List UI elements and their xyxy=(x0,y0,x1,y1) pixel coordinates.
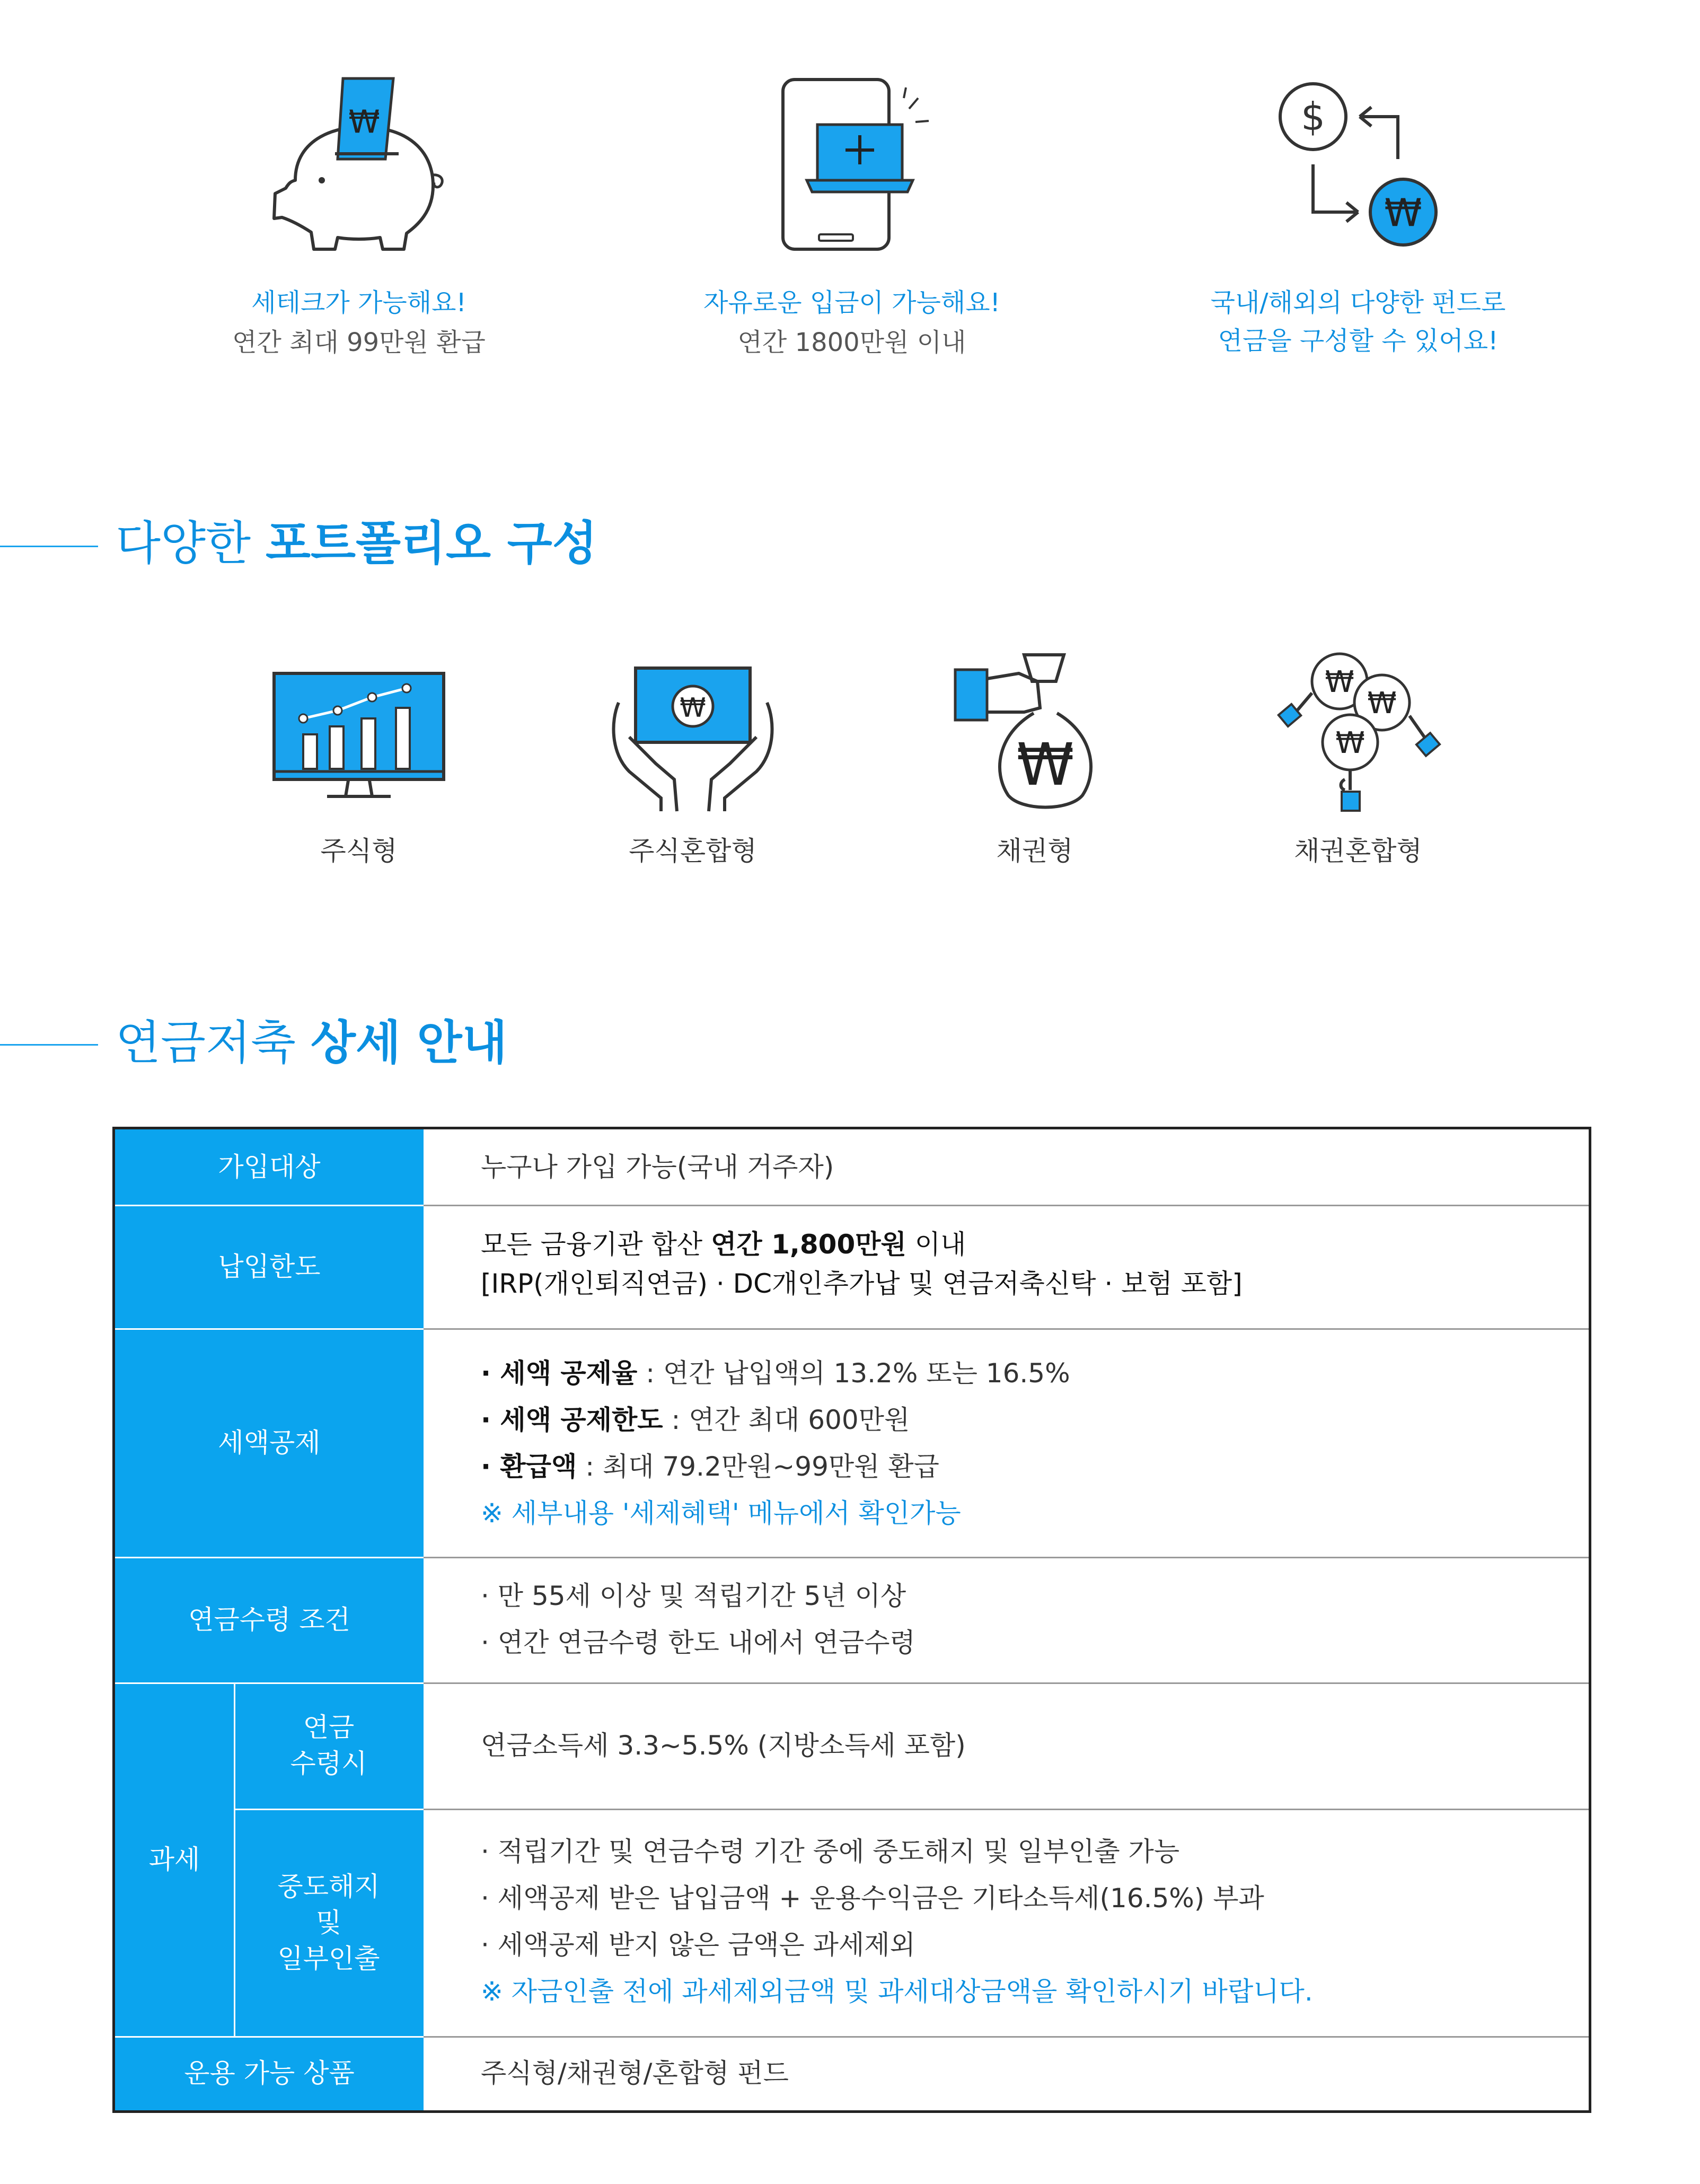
portfolio-item-bond-mixed xyxy=(1199,650,1517,915)
header-taxation: 과세 xyxy=(148,1844,200,1875)
list-item: · 세액공제 받지 않은 금액은 과세제외 xyxy=(481,1929,915,1960)
currency-exchange-icon xyxy=(1271,80,1446,255)
list-item: · 환급액 : 최대 79.2만원~99만원 환급 xyxy=(481,1451,939,1482)
pension-details-table xyxy=(112,1127,1591,2113)
tablet-laptop-icon xyxy=(767,74,937,255)
row-divider xyxy=(424,1205,1589,1206)
list-item: · 세액 공제율 : 연간 납입액의 13.2% 또는 16.5% xyxy=(481,1358,1070,1389)
portfolio-item-stock xyxy=(200,657,518,923)
won-symbol: ₩ xyxy=(680,692,706,723)
header-withdrawal: 중도해지 및 일부인출 xyxy=(277,1871,380,1974)
header-receipt-condition: 연금수령 조건 xyxy=(188,1604,350,1635)
row-divider xyxy=(424,1682,1589,1684)
won-symbol: ₩ xyxy=(1325,665,1354,699)
benefit-title: 세테크가 가능해요! xyxy=(251,288,466,318)
portfolio-label: 채권형 xyxy=(996,836,1073,866)
row-divider xyxy=(424,1557,1589,1558)
list-item: · 만 55세 이상 및 적립기간 5년 이상 xyxy=(481,1581,906,1611)
header-tax-credit: 세액공제 xyxy=(218,1427,321,1458)
value-products: 주식형/채권형/혼합형 펀드 xyxy=(481,2058,789,2089)
portfolio-item-bond xyxy=(876,650,1194,915)
list-item: · 세액 공제한도 : 연간 최대 600만원 xyxy=(481,1405,910,1435)
list-item: · 세액공제 받은 납입금액 + 운용수익금은 기타소득세(16.5%) 부과 xyxy=(481,1883,1264,1914)
list-item: · 적립기간 및 연금수령 기간 중에 중도해지 및 일부인출 가능 xyxy=(481,1836,1180,1867)
list-item: · 연간 연금수령 한도 내에서 연금수령 xyxy=(481,1627,915,1658)
benefit-title: 자유로운 입금이 가능해요! xyxy=(703,288,1000,318)
section-divider xyxy=(0,1044,98,1046)
won-symbol: ₩ xyxy=(1335,726,1365,760)
won-symbol: ₩ xyxy=(1384,190,1422,235)
benefit-subtitle: 연간 1800만원 이내 xyxy=(737,328,966,357)
section-divider xyxy=(0,546,98,547)
coins-hands-icon xyxy=(1271,650,1446,819)
header-on-receipt: 연금 수령시 xyxy=(290,1712,367,1779)
value-tax-credit xyxy=(481,1350,1070,1537)
money-bag-hand-icon xyxy=(950,650,1120,819)
portfolio-label: 주식혼합형 xyxy=(629,836,757,866)
benefit-subtitle: 연간 최대 99만원 환급 xyxy=(232,328,486,357)
header-deposit-limit: 납입한도 xyxy=(218,1251,321,1282)
value-receipt-condition xyxy=(481,1573,915,1666)
benefit-title: 국내/해외의 다양한 펀드로 연금을 구성할 수 있어요! xyxy=(1210,288,1506,356)
tax-credit-note: ※ 세부내용 '세제혜택' 메뉴에서 확인가능 xyxy=(481,1498,961,1529)
header-eligibility: 가입대상 xyxy=(218,1152,321,1182)
hands-holding-card-icon xyxy=(597,657,788,817)
header-products: 운용 가능 상품 xyxy=(184,2058,355,2089)
row-divider xyxy=(424,2036,1589,2038)
won-symbol: ₩ xyxy=(348,103,380,141)
row-divider xyxy=(424,1328,1589,1330)
portfolio-heading: 다양한 포트폴리오 구성 xyxy=(116,516,597,571)
portfolio-label: 채권혼합형 xyxy=(1294,836,1422,866)
value-eligibility: 누구나 가입 가능(국내 거주자) xyxy=(481,1152,834,1182)
portfolio-item-stock-mixed xyxy=(534,657,852,923)
piggy-bank-icon xyxy=(263,74,454,260)
row-divider xyxy=(424,1809,1589,1810)
value-withdrawal xyxy=(481,1828,1313,2015)
withdrawal-note: ※ 자금인출 전에 과세제외금액 및 과세대상금액을 확인하시기 바랍니다. xyxy=(481,1976,1313,2007)
stock-chart-monitor-icon xyxy=(269,657,449,811)
details-heading: 연금저축 상세 안내 xyxy=(116,1015,507,1070)
won-symbol: ₩ xyxy=(1367,686,1397,721)
portfolio-label: 주식형 xyxy=(320,836,398,866)
won-symbol: ₩ xyxy=(1016,731,1074,799)
value-on-receipt: 연금소득세 3.3~5.5% (지방소득세 포함) xyxy=(481,1730,966,1761)
value-deposit-limit: 모든 금융기관 합산 연간 1,800만원 이내 [IRP(개인퇴직연금) · DC개인추가납 및 연금저축신탁 · 보험 포함] xyxy=(481,1229,1243,1299)
dollar-symbol: $ xyxy=(1301,94,1325,139)
